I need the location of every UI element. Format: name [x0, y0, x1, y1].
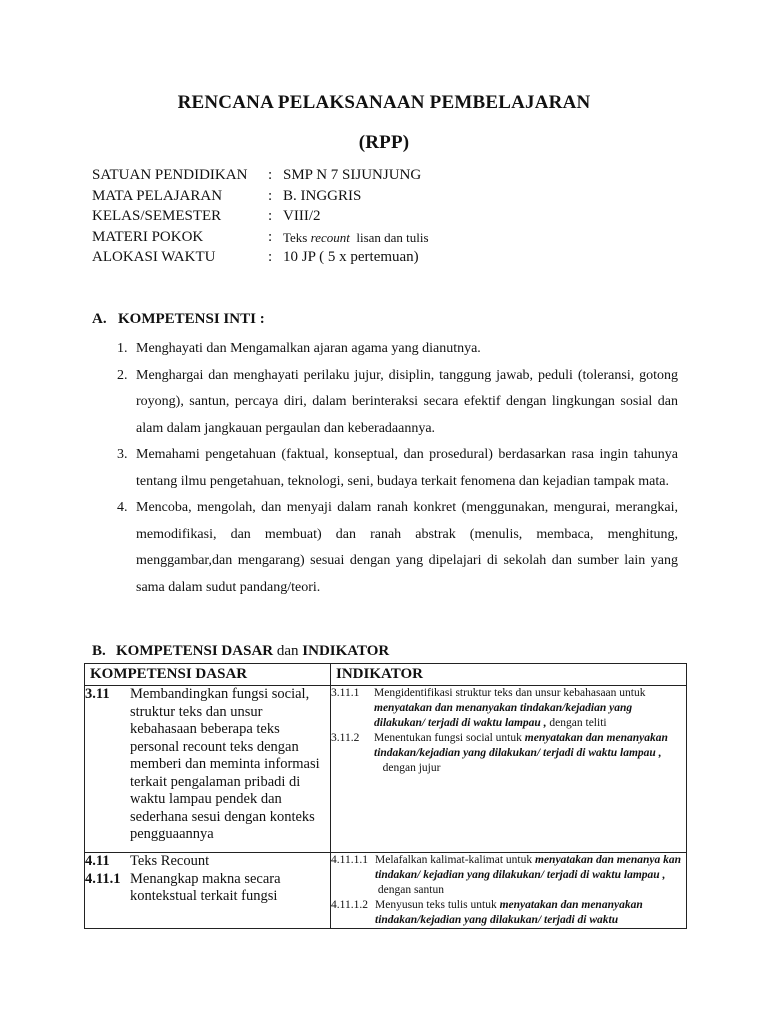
identity-value-post: lisan dan tulis — [349, 229, 429, 245]
indicator-entry — [331, 853, 686, 898]
indicator-cell — [331, 686, 687, 853]
indicator-code: 3.11.1 — [331, 687, 360, 699]
list-number: 1. — [117, 341, 128, 356]
identity-value-italic: recount — [310, 229, 350, 245]
identity-value: B. INGGRIS — [283, 187, 362, 204]
indicator-tail: dengan jujur — [374, 762, 441, 774]
kompetensi-inti-list — [117, 336, 678, 601]
kd-cell — [85, 686, 331, 853]
kd-entry — [85, 686, 330, 844]
section-a-heading — [92, 311, 265, 328]
section-title: KOMPETENSI INTI : — [118, 311, 265, 327]
list-text: Memahami pengetahuan (faktual, konseptual, dan prosedural) berdasarkan rasa ingin tahunya tentang ilmu pengetahuan, teknologi, seni, budaya terkait fenomena dan kejadian tampak mata. — [136, 447, 678, 489]
indicator-text: Melafalkan kalimat-kalimat untuk — [375, 854, 535, 866]
identity-label: ALOKASI WAKTU — [92, 249, 216, 266]
identity-value — [283, 230, 429, 246]
indicator-entry — [331, 731, 686, 776]
table-row — [85, 686, 687, 853]
indicator-text: Mengidentifikasi struktur teks dan unsur kebahasaan untuk — [374, 687, 646, 699]
identity-colon: : — [268, 228, 273, 245]
identity-value-pre: Teks — [283, 229, 311, 245]
column-header-kd: KOMPETENSI DASAR — [85, 664, 331, 686]
document-title: RENCANA PELAKSANAAN PEMBELAJARAN — [177, 92, 591, 113]
section-title-tail: INDIKATOR — [302, 643, 390, 659]
list-number: 4. — [117, 500, 128, 515]
kd-text: Membandingkan fungsi social, struktur teks dan unsur kebahasaan beberapa teks personal recount teks dengan memberi dan meminta informasi terkait pengalaman pribadi di waktu lampau pendek dan sederhana sesui dengan konteks pengguaannya — [130, 686, 320, 842]
kd-indicator-table — [84, 663, 687, 929]
indicator-entry — [331, 898, 686, 928]
identity-value: SMP N 7 SIJUNJUNG — [283, 167, 422, 183]
list-text: Mencoba, mengolah, dan menyaji dalam ranah konkret (menggunakan, mengurai, merangkai, memodifikasi, dan membuat) dan ranah abstrak (menulis, membaca, menghitung, menggambar,dan mengarang) sesuai dengan yang dipelajari di sekolah dan sumber lain yang sama dalam sudut pandang/teori. — [136, 500, 678, 595]
list-number: 3. — [117, 447, 128, 462]
list-text: Menghayati dan Mengamalkan ajaran agama yang dianutnya. — [136, 341, 481, 356]
kd-entry — [85, 871, 330, 906]
section-title: KOMPETENSI DASAR — [116, 643, 274, 659]
indicator-emphasis: menyatakan dan menanya kan tindakan/ kejadian yang dilakukan/ terjadi di waktu lampau , — [375, 854, 682, 881]
kd-text: Teks Recount — [130, 853, 210, 869]
kd-cell — [85, 853, 331, 929]
indicator-cell — [331, 853, 687, 929]
indicator-emphasis: menyatakan dan menanyakan tindakan/kejadian yang dilakukan/ terjadi di waktu — [375, 899, 643, 926]
identity-colon: : — [268, 249, 273, 266]
indicator-emphasis: menyatakan dan menanyakan tindakan/kejadian yang dilakukan/ terjadi di waktu lampau , — [374, 702, 633, 729]
list-number: 2. — [117, 367, 128, 383]
table-header-row — [85, 664, 687, 686]
list-item — [117, 442, 678, 495]
identity-label: SATUAN PENDIDIKAN — [92, 167, 248, 183]
indicator-code: 4.11.1.2 — [331, 899, 368, 911]
column-header-indicator: INDIKATOR — [331, 664, 687, 686]
identity-label: MATA PELAJARAN — [92, 187, 223, 204]
list-item — [117, 363, 678, 443]
indicator-entry — [331, 686, 686, 731]
indicator-tail: dengan teliti — [546, 717, 607, 729]
document-subtitle: (RPP) — [358, 132, 410, 153]
list-item — [117, 495, 678, 601]
identity-colon: : — [268, 187, 273, 204]
identity-value: 10 JP ( 5 x pertemuan) — [283, 249, 419, 266]
kd-code: 4.11 — [85, 853, 110, 869]
identity-label: KELAS/SEMESTER — [92, 208, 222, 225]
identity-colon: : — [268, 208, 273, 225]
indicator-code: 4.11.1.1 — [331, 854, 368, 866]
section-title-and: dan — [273, 643, 303, 659]
kd-text: Menangkap makna secara kontekstual terkait fungsi — [130, 870, 281, 904]
indicator-tail: dengan santun — [375, 884, 444, 896]
identity-colon: : — [268, 167, 273, 183]
identity-value: VIII/2 — [283, 208, 321, 225]
kd-code: 3.11 — [85, 686, 110, 702]
section-b-heading — [92, 643, 389, 660]
kd-entry — [85, 853, 330, 871]
indicator-emphasis: menyatakan dan menanyakan tindakan/kejadian yang dilakukan/ terjadi di waktu lampau , — [374, 732, 668, 759]
list-text: Menghargai dan menghayati perilaku jujur, disiplin, tanggung jawab, peduli (toleransi, gotong royong), santun, percaya diri, dalam berinteraksi secara efektif dengan lingkungan sosial dan alam dalam jangkauan pergaulan dan keberadaannya. — [136, 367, 678, 436]
table-row — [85, 853, 687, 929]
indicator-code: 3.11.2 — [331, 732, 360, 744]
identity-label: MATERI POKOK — [92, 228, 204, 245]
kd-code: 4.11.1 — [85, 870, 121, 887]
section-letter: A. — [92, 311, 107, 327]
section-letter: B. — [92, 643, 106, 659]
list-item — [117, 336, 678, 363]
indicator-text: Menentukan fungsi social untuk — [374, 732, 525, 744]
indicator-text: Menyusun teks tulis untuk — [375, 899, 500, 911]
